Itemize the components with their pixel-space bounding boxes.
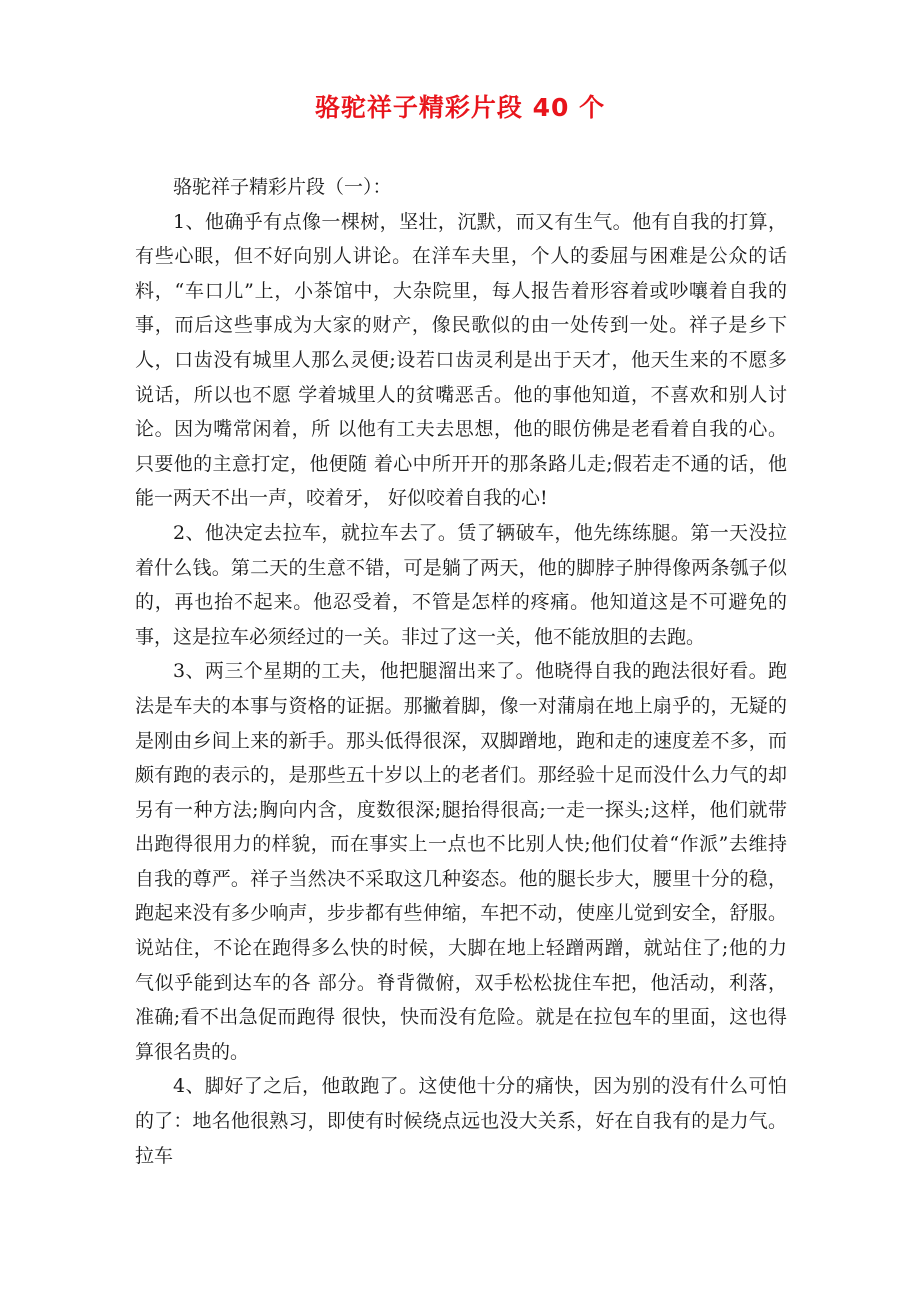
paragraph-1: 1、他确乎有点像一棵树，坚壮，沉默，而又有生气。他有自我的打算，有些心眼，但不好向别人讲论。在洋车夫里，个人的委屈与困难是公众的话料，“车口儿”上，小茶馆中，大杂院里，每人报告着形容着或吵嚷着自我的事，而后这些事成为大家的财产，像民歌似的由一处传到一处。祥子是乡下人，口齿没有城里人那么灵便;设若口齿灵利是出于天才，他天生来的不愿多说话，所以也不愿 学着城里人的贫嘴恶舌。他的事他知道，不喜欢和别人讨论。因为嘴常闲着，所 以他有工夫去思想，他的眼仿佛是老看着自我的心。只要他的主意打定，他便随 着心中所开开的那条路儿走;假若走不通的话，他能一两天不出一声，咬着牙， 好似咬着自我的心!: [135, 210, 787, 510]
section-heading: 骆驼祥子精彩片段（一）：: [173, 176, 392, 198]
paragraph-3: 3、两三个星期的工夫，他把腿溜出来了。他晓得自我的跑法很好看。跑法是车夫的本事与资格的证据。那撇着脚，像一对蒲扇在地上扇乎的，无疑的是刚由乡间上来的新手。那头低得很深，双脚蹭地，跑和走的速度差不多，而颇有跑的表示的，是那些五十岁以上的老者们。那经验十足而没什么力气的却另有一种方法;胸向内含，度数很深;腿抬得很高;一走一探头;这样，他们就带出跑得很用力的样貌，而在事实上一点也不比别人快;他们仗着“作派”去维持自我的尊严。祥子当然决不采取这几种姿态。他的腿长步大，腰里十分的稳，跑起来没有多少响声，步步都有些伸缩，车把不动，使座儿觉到安全，舒服。说站住，不论在跑得多么快的时候，大脚在地上轻蹭两蹭，就站住了;他的力气似乎能到达车的各 部分。脊背微俯，双手松松拢住车把，他活动，利落，准确;看不出急促而跑得 很快，快而没有危险。就是在拉包车的里面，这也得算很名贵的。: [135, 660, 787, 1063]
paragraph-2: 2、他决定去拉车，就拉车去了。赁了辆破车，他先练练腿。第一天没拉着什么钱。第二天的生意不错，可是躺了两天，他的脚脖子肿得像两条瓠子似的，再也抬不起来。他忍受着，不管是怎样的疼痛。他知道这是不可避免的事，这是拉车必须经过的一关。非过了这一关，他不能放胆的去跑。: [135, 521, 787, 648]
document-title: 骆驼祥子精彩片段 40 个: [314, 93, 606, 122]
document-body: [135, 170, 787, 1173]
paragraph-4: 4、脚好了之后，他敢跑了。这使他十分的痛快，因为别的没有什么可怕的了：地名他很熟习，即使有时候绕点远也没大关系，好在自我有的是力气。拉车: [135, 1075, 787, 1167]
